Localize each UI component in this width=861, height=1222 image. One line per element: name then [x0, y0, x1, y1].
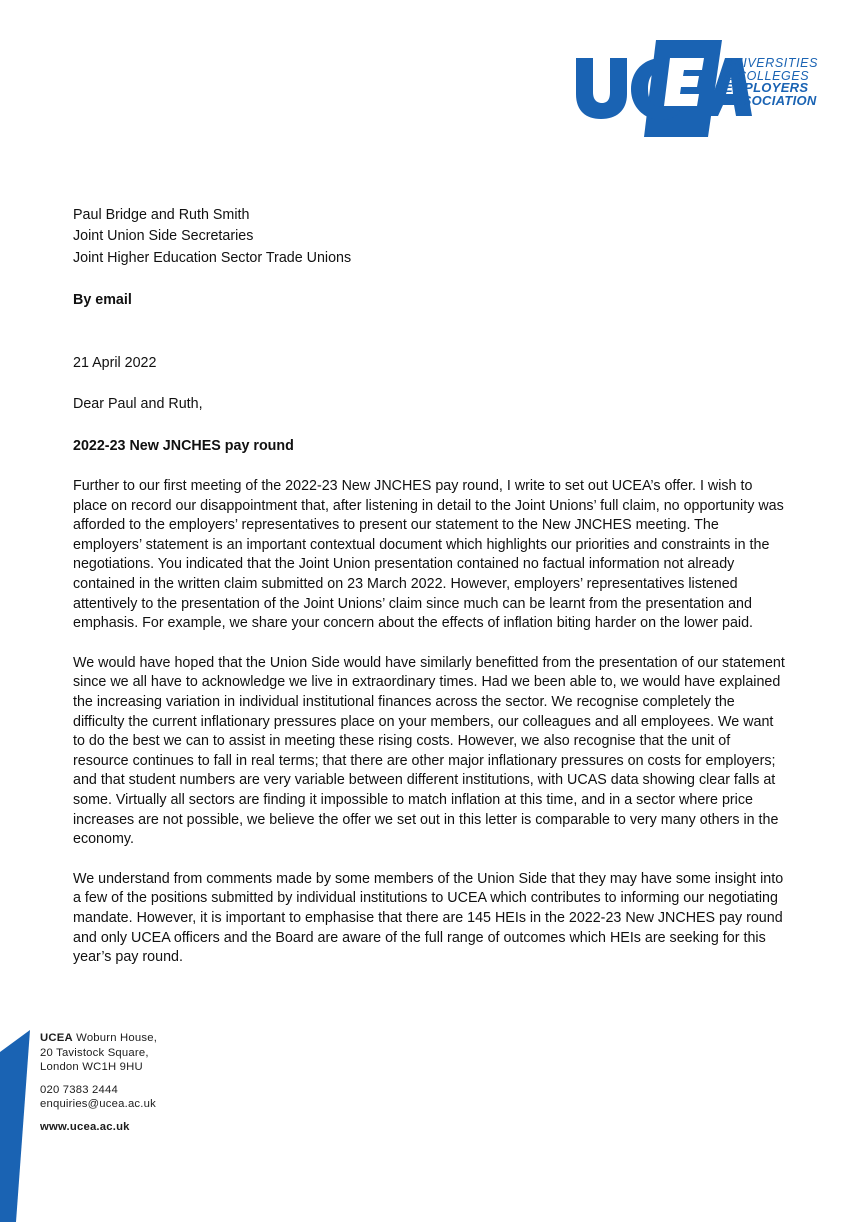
paragraph-1: Further to our first meeting of the 2022-23 New JNCHES pay round, I write to set out UCEA’s offer. I wish to place on record our disappointment that, after listening in detail to the Joint Unions’ full claim, no opportunity was afforded to the employers’ representatives to present our statement to the New JNCHES meeting. The employers’ statement is an important contextual document which highlights our priorities and constraints in the negotiations. You indicated that the Joint Union presentation contained no factual information not already contained in the written claim submitted on 23 March 2022. However, employers’ representatives listened attentively to the presentation of the Joint Unions’ claim since much can be learnt from the presentation and emphasis. For example, we share your concern about the effects of inflation biting harder on the lower paid. — [73, 478, 784, 632]
paragraph-2: We would have hoped that the Union Side would have similarly benefitted from the presentation of our statement since we all have to acknowledge we live in extraordinary times. Had we been able to, we would have explained the increasing variation in individual institutional finances across the sector. We recognise completely the difficulty the current inflationary pressures place on your members, our colleagues and all employees. We want to do the best we can to assist in meeting these rising costs. However, we also recognise that the unit of resource continues to fall in real terms; that there are other major inflationary pressures on costs for employers; and that student numbers are very variable between different institutions, with UCAS data showing clear falls at some. Virtually all sectors are finding it impossible to match inflation at this time, and in a sector where price increases are not possible, we believe the offer we set out in this letter is comparable to very many others in the economy. — [73, 654, 785, 848]
footer-phone: 020 7383 2444 — [40, 1083, 118, 1096]
logo-line-universities: UNIVERSITIES — [724, 56, 819, 70]
footer-org: UCEA — [40, 1032, 73, 1044]
footer-website[interactable]: www.ucea.ac.uk — [40, 1120, 130, 1133]
footer-email[interactable]: enquiries@ucea.ac.uk — [40, 1098, 156, 1110]
footer-address-line-3: London WC1H 9HU — [40, 1061, 143, 1073]
letter-subject: 2022-23 New JNCHES pay round — [73, 437, 294, 454]
letter-date: 21 April 2022 — [73, 355, 157, 372]
logo-line-employers: EMPLOYERS — [724, 80, 809, 95]
letter-body — [73, 205, 789, 968]
recipient-role: Joint Union Side Secretaries — [73, 228, 254, 245]
footer-stripe — [0, 1030, 30, 1222]
recipient-address — [73, 205, 789, 269]
recipient-organisation: Joint Higher Education Sector Trade Unions — [73, 249, 352, 266]
salutation: Dear Paul and Ruth, — [73, 396, 203, 413]
delivery-method: By email — [73, 291, 132, 308]
footer-contact — [40, 1031, 157, 1134]
logo-line-association: ASSOCIATION — [724, 92, 817, 108]
footer-building: Woburn House, — [76, 1032, 158, 1044]
logo-line-colleges: & COLLEGES — [724, 68, 810, 83]
recipient-names: Paul Bridge and Ruth Smith — [73, 207, 250, 223]
logo-letter-u — [576, 58, 627, 119]
logo-block — [644, 40, 722, 137]
footer-address-line-2: 20 Tavistock Square, — [40, 1046, 149, 1059]
paragraph-3: We understand from comments made by some members of the Union Side that they may have some insight into a few of the positions submitted by individual institutions to UCEA which contributes to informing our negotiating mandate. However, it is important to emphasise that there are 145 HEIs in the 2022-23 New JNCHES pay round and only UCEA officers and the Board are aware of the full range of outcomes which HEIs are seeking for this year’s pay round. — [73, 870, 784, 966]
footer-address-line-1 — [40, 1031, 157, 1046]
logo-tagline — [724, 57, 844, 107]
